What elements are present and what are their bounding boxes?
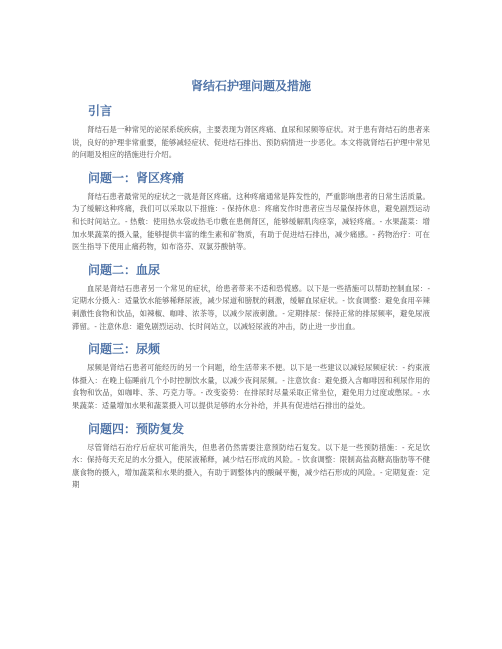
section-kidney-pain xyxy=(72,170,430,254)
document-title: 肾结石护理问题及措施 xyxy=(190,79,311,93)
section-prevent-recurrence xyxy=(72,421,430,492)
section-paragraph: 血尿是肾结石患者另一个常见的症状，给患者带来不适和恐慌感。以下是一些措施可以帮助控制血尿：- 定期水分摄入：适量饮水能够稀释尿液，减少尿道和膀胱的刺激，缓解血尿症状。- 饮食调整：避免食用辛辣刺激性食物和饮品，如辣椒、咖啡、浓茶等，以减少尿液刺激。- 定期排尿：保持正常的排尿频率，避免尿液滞留。- 注意休息：避免剧烈运动、长时间站立，以减轻尿液的冲击，防止进一步出血。 xyxy=(72,283,430,331)
section-paragraph: 肾结石患者最常见的症状之一就是肾区疼痛。这种疼痛通常是阵发性的，严重影响患者的日常生活质量。为了缓解这种疼痛，我们可以采取以下措施：- 保持休息：疼痛发作时患者应当尽量保持休息，避免剧烈运动和长时间站立。- 热敷：使用热水袋或热毛巾敷在患侧肾区，能够缓解肌肉痉挛，减轻疼痛。- 水果蔬菜：增加水果蔬菜的摄入量，能够提供丰富的维生素和矿物质，有助于促进结石排出，减少痛感。- 药物治疗：可在医生指导下使用止痛药物，如布洛芬、双氯芬酸钠等。 xyxy=(72,191,430,252)
section-heading: 问题三：尿频 xyxy=(88,342,161,357)
section-paragraph: 尽管肾结石治疗后症状可能消失，但患者仍然需要注意预防结石复发。以下是一些预防措施：- 充足饮水：保持每天充足的水分摄入，使尿液稀释，减少结石形成的风险。- 饮食调整：限制高盐高糖高脂肪等不健康食物的摄入，增加蔬菜和水果的摄入，有助于调整体内的酸碱平衡，减少结石形成的风险。- 定期复查：定期 xyxy=(72,442,430,490)
section-heading: 问题一：肾区疼痛 xyxy=(88,170,185,185)
section-heading: 引言 xyxy=(88,104,113,118)
document-page xyxy=(72,78,430,500)
section-hematuria xyxy=(72,262,430,333)
section-heading: 问题二：血尿 xyxy=(88,262,161,277)
section-intro xyxy=(72,103,430,162)
section-heading: 问题四：预防复发 xyxy=(88,421,185,436)
section-paragraph: 尿频是肾结石患者可能经历的另一个问题，给生活带来不便。以下是一些建议以减轻尿频症状：- 约束液体摄入：在晚上临睡前几个小时控制饮水量，以减少夜间尿频。- 注意饮食：避免摄入含咖啡因和利尿作用的食物和饮品，如咖啡、茶、巧克力等。- 改变姿势：在排尿时尽量采取正常坐位，避免用力过度或憋尿。- 水果蔬菜：适量增加水果和蔬菜摄入可以提供足够的水分补给，并具有促进结石排出的益处。 xyxy=(72,363,430,410)
section-paragraph: 肾结石是一种常见的泌尿系统疾病，主要表现为肾区疼痛、血尿和尿频等症状。对于患有肾结石的患者来说，良好的护理非常重要，能够减轻症状、促进结石排出、预防病情进一步恶化。本文将就肾结石护理中常见的问题及相应的措施进行介绍。 xyxy=(72,125,430,160)
section-frequent-urination xyxy=(72,341,430,412)
